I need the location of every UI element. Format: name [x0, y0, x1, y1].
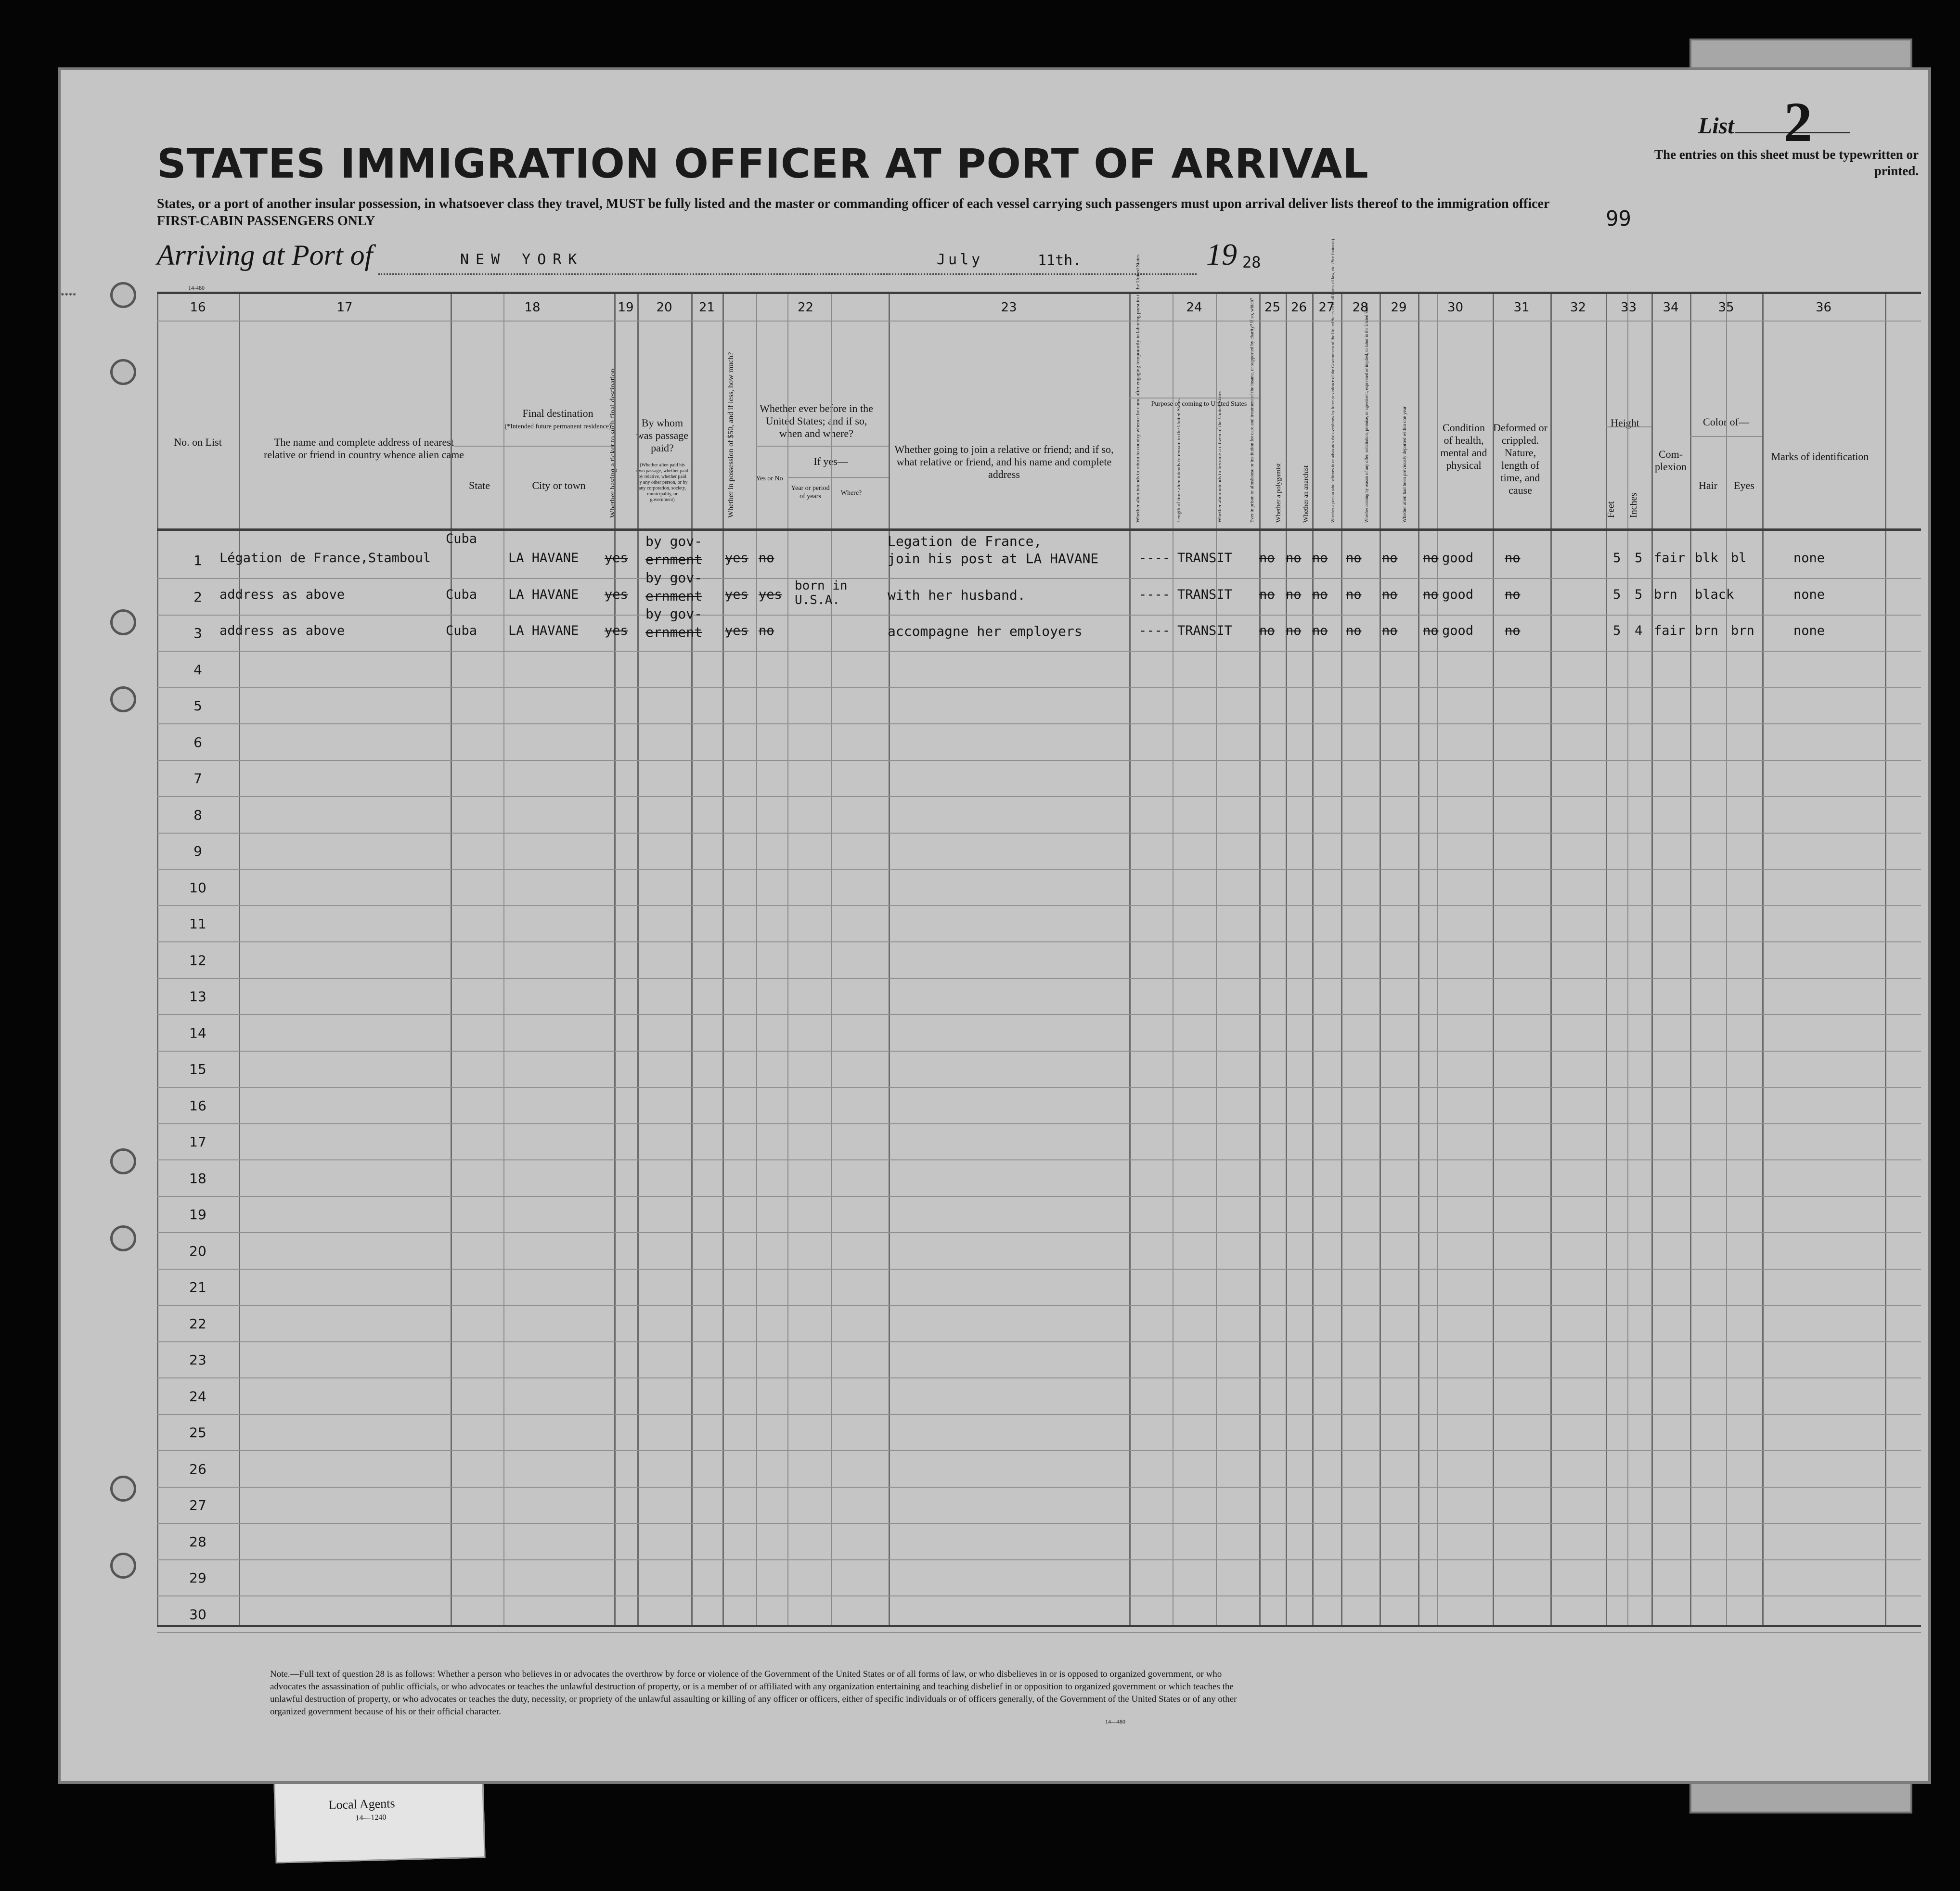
cell-marks: none	[1793, 551, 1825, 566]
column-number: 28	[1352, 300, 1368, 315]
binding-hole-icon	[110, 1476, 136, 1502]
binding-hole-icon	[110, 609, 136, 635]
cell-hair: brn	[1695, 623, 1718, 638]
column-number: 25	[1264, 300, 1281, 315]
header-purpose-length: Length of time alien intends to remain in the United States	[1176, 399, 1182, 523]
subheader-rule	[454, 446, 614, 447]
header-by-whom-note: (Whether alien paid his own passage, whether paid by relative, whether paid by any other person, or by any corporation, society, municipality, or government)	[636, 463, 688, 502]
cell-paid: by gov-	[645, 606, 703, 622]
column-rule	[1493, 292, 1494, 1625]
cell-city: LA HAVANE	[508, 623, 579, 638]
manifest-header	[61, 70, 1928, 292]
header-eyes: Eyes	[1734, 479, 1754, 491]
cell-eyes: bl	[1731, 551, 1747, 566]
cell-purpose-length: TRANSIT	[1177, 551, 1232, 566]
date-day: 11th.	[1038, 252, 1082, 269]
column-number: 27	[1318, 300, 1335, 315]
column-rule	[1129, 292, 1131, 1625]
header-purpose-return: Whether alien intends to return to country whence he came after engaging temporarily in laboring pursuits in the United States	[1135, 254, 1141, 523]
cell-joining: join his post at LA HAVANE	[888, 551, 1099, 566]
cell-complexion: fair	[1654, 551, 1686, 566]
header-col25: Ever in prison or almshouse or institution for care and treatment of the insane, or supported by charity? If so, which?	[1250, 297, 1255, 523]
cell-purpose-length: TRANSIT	[1177, 587, 1232, 602]
colnum-rule	[157, 321, 1921, 322]
list-number: 2	[1784, 90, 1812, 154]
column-rule	[889, 292, 890, 1625]
column-rule	[1259, 292, 1261, 1625]
table-row	[157, 869, 1921, 870]
header-inches: Inches	[1628, 492, 1639, 518]
cell-has-50: yes	[725, 587, 748, 602]
header-purpose: Purpose of coming to United States	[1151, 400, 1247, 408]
table-row	[157, 1414, 1921, 1415]
row-number: 3	[193, 625, 202, 641]
row-number: 10	[189, 879, 206, 896]
table-row	[157, 1595, 1921, 1596]
table-row	[157, 1377, 1921, 1378]
column-rule	[1627, 292, 1628, 1625]
cell-col25: no	[1259, 551, 1275, 566]
cell-joining: Legation de France,	[888, 533, 1042, 549]
header-anarchist: Whether an anarchist	[1302, 465, 1310, 523]
table-row	[157, 1450, 1921, 1451]
cell-relative: address as above	[219, 623, 345, 638]
binding-hole-icon	[110, 686, 136, 712]
cell-marks: none	[1793, 623, 1825, 638]
column-rule	[1762, 292, 1764, 1625]
year-suffix: 28	[1242, 253, 1261, 271]
cell-paid: ernment	[645, 552, 703, 567]
cell-paid: by gov-	[645, 533, 703, 549]
header-if-yes: If yes—	[813, 455, 848, 467]
column-number: 35	[1718, 300, 1734, 315]
cell-paid: ernment	[645, 624, 703, 640]
cell-hair: black	[1695, 587, 1734, 602]
column-number: 36	[1815, 300, 1832, 315]
cell-col25: no	[1259, 587, 1275, 602]
header-color-of: Color of—	[1703, 416, 1749, 428]
cell-paid: ernment	[645, 588, 703, 604]
column-number: 19	[618, 300, 634, 315]
header-feet: Feet	[1606, 501, 1616, 518]
list-label: List	[1698, 113, 1734, 139]
cell-complexion: brn	[1654, 587, 1677, 602]
header-col30: Whether alien had been previously deported within one year	[1402, 406, 1407, 523]
cell-before: no	[759, 623, 774, 638]
table-row	[157, 905, 1921, 906]
row-number: 28	[189, 1533, 206, 1550]
table-row	[157, 1632, 1921, 1633]
footnote-code: 14—480	[1105, 1718, 1125, 1725]
cell-inches: 5	[1635, 587, 1643, 602]
table-row	[157, 833, 1921, 834]
cell-paid: by gov-	[645, 569, 703, 586]
cell-col28: no	[1346, 587, 1362, 602]
table-row	[157, 1159, 1921, 1160]
header-by-whom-paid: By whom was passage paid?	[636, 417, 689, 454]
column-rule	[722, 292, 724, 1625]
column-rule	[1286, 292, 1287, 1625]
cell-anarchist: no	[1312, 551, 1328, 566]
column-rule	[1418, 292, 1419, 1625]
cell-ticket: yes	[605, 587, 628, 602]
row-number: 6	[193, 734, 202, 750]
instructions-text: States, or a port of another insular possession, in whatsoever class they travel, MUST be fully listed and the master or commanding officer of each vessel carrying such passengers must upon arrival deliver lists thereof to the immigration officer	[157, 196, 1550, 211]
table-row	[157, 723, 1921, 724]
table-row	[157, 1341, 1921, 1342]
column-rule	[1550, 292, 1552, 1625]
column-rule	[451, 292, 452, 1625]
header-final-destination: Final destination	[522, 407, 593, 419]
column-rule	[503, 292, 504, 1625]
row-number: 9	[193, 843, 202, 859]
table-row	[157, 651, 1921, 652]
cell-purpose-return: ----	[1139, 551, 1171, 566]
table-bottom-rule	[157, 1625, 1921, 1627]
table-row	[157, 1087, 1921, 1088]
cell-state: Cuba	[446, 623, 477, 638]
column-rule	[756, 292, 757, 1625]
table-row	[157, 1269, 1921, 1270]
row-number: 5	[193, 698, 202, 714]
table-row	[157, 796, 1921, 797]
header-purpose-citizen: Whether alien intends to become a citizen of the United States	[1217, 390, 1223, 523]
cell-anarchist: no	[1312, 623, 1328, 638]
column-rule	[614, 292, 616, 1625]
typewritten-note: The entries on this sheet must be typewritten or printed.	[1654, 147, 1919, 178]
row-number: 2	[193, 589, 202, 605]
row-number: 15	[189, 1061, 206, 1077]
cell-purpose-return: ----	[1139, 623, 1171, 638]
cell-col28: no	[1346, 623, 1362, 638]
row-number: 29	[189, 1570, 206, 1586]
row-number: 19	[189, 1207, 206, 1222]
binding-hole-icon	[110, 359, 136, 385]
cell-feet: 5	[1613, 551, 1621, 566]
column-number: 32	[1570, 300, 1586, 315]
table-row	[157, 1487, 1921, 1488]
table-row	[157, 1123, 1921, 1124]
table-row	[157, 615, 1921, 616]
footnote: Note.—Full text of question 28 is as follows: Whether a person who believes in or advocates the overthrow by force or violence of the Government of the United States or of all forms of law, or who disbelieves in or is opposed to organized government, or who advocates the assassination of public officials, or who advocates or teaches the unlawful destruction of property, or is a member of or affiliated with any organization entertaining and teaching disbelief in or opposition to organized government or which teaches the unlawful destruction of property, or who advocates or teaches the duty, necessity, or propriety of the unlawful assaulting or killing of any officer or officers, either of specific individuals or of officers generally, of the Government of the United States or of any other organized government because of his or their official character.	[270, 1669, 1237, 1717]
column-rule	[1437, 292, 1438, 1625]
column-number: 20	[656, 300, 672, 315]
cell-has-50: yes	[725, 623, 748, 638]
header-height: Height	[1611, 417, 1639, 429]
port-dotline	[378, 273, 922, 275]
column-rule	[1651, 292, 1653, 1625]
cell-before: no	[759, 551, 774, 566]
manifest-table: No. on List The name and complete address of nearest relative or friend in country whence alien came Final destination (*Intended future permanent residence) State City or town Whether having a ticket to such final destination By whom was passage paid? (Whether alien paid his own passage, whether paid by relative, whether paid by any other person, or by any corporation, society, municipality, or government) Whether in possession of $50, and if less, how much? Whether ever before in the United States; and if so, when and where? Yes or No If yes— Year or period of years Where? Whether going to join a relative or friend; and if so, what relative or friend, and his name and complete address Purpose of coming to United States Whether alien intends to return to country whence he came after engaging temporarily in laboring pursuits in the United States Length of time alien intends to remain in the United States Whether alien intends to become a citizen of the United States Ever in prison or almshouse or institution for care and treatment of the insane, or supported by charity? If so, which? Whether a polygamist Whether an anarchist Whether a person who believes in or advocates the overthrow by force or violence of the Government of the United States or of all forms of law, etc. (See footnote) Whether coming by reason of any offer, solicitation, promise, or agreement, expressed or implied, to labor in the United States Whether alien had been previously deported within one year Condition of health, mental and physical Deformed or crippled. Nature, length of time, and cause Height Feet Inches Com-plexion ** Color of— ** Hair Eyes Marks of identification 16 17 18 19 20 21 22 23 24 25 26 27 28 29 30 31 32 33 34 35 36 1 2 3 4 5 6 7 8 9 10 11 12 13 14 15 16 17 18 19 20 21 22 23 24 25 26 27 28 29 30 Légation de France,Stamboul Cuba LA HAVANE yes yes no ---- TRANSIT no no no no no no good no 5 5 fair blk bl none by gov- ernment Legation de France, join his post at LA HAVANE address as above Cuba LA HAVANE yes yes yes ---- TRANSIT no no no no no no good no 5 5 brn black none by gov- ernment born in U.S.A. with her husband. address as above Cuba LA HAVANE yes yes no ---- TRANSIT no no no no no no good no 5 4 fair brn brn none by gov- ernment accompagne her employers	[61, 292, 1928, 1625]
year-prefix: 19	[1206, 237, 1237, 271]
column-rule	[1312, 292, 1314, 1625]
cell-ticket: yes	[605, 551, 628, 566]
column-number: 21	[698, 300, 715, 315]
page-number: 99	[1606, 206, 1631, 231]
cell-col30: no	[1423, 623, 1439, 638]
column-rule	[239, 292, 240, 1625]
cell-health: good	[1442, 587, 1474, 602]
cell-polygamist: no	[1286, 551, 1302, 566]
cell-anarchist: no	[1312, 587, 1328, 602]
subheader-rule	[1129, 398, 1259, 399]
table-row	[157, 1305, 1921, 1306]
cell-eyes: brn	[1731, 623, 1754, 638]
subheader-rule	[1606, 426, 1651, 427]
column-rule	[1690, 292, 1691, 1625]
binding-hole-icon	[110, 282, 136, 308]
column-number: 16	[190, 300, 206, 315]
date-month: July	[937, 251, 983, 268]
cell-has-50: yes	[725, 551, 748, 566]
table-row	[157, 1559, 1921, 1560]
binding-hole-icon	[110, 1553, 136, 1579]
table-row	[157, 1232, 1921, 1233]
row-number: 25	[189, 1425, 206, 1441]
column-number: 30	[1447, 300, 1464, 315]
cell-polygamist: no	[1286, 587, 1302, 602]
header-hair: Hair	[1698, 479, 1718, 491]
table-row	[157, 760, 1921, 761]
cell-polygamist: no	[1286, 623, 1302, 638]
cell-feet: 5	[1613, 623, 1621, 638]
row-number: 26	[189, 1461, 206, 1477]
cell-before-where: born in U.S.A.	[795, 578, 848, 607]
column-rule	[831, 292, 832, 1625]
cell-deformed: no	[1505, 551, 1521, 566]
row-number: 27	[189, 1497, 206, 1513]
binding-hole-icon	[110, 1225, 136, 1251]
header-state: State	[469, 479, 490, 491]
row-number: 4	[193, 661, 202, 678]
row-number: 8	[193, 807, 202, 823]
row-number: 22	[189, 1315, 206, 1332]
column-rule	[1380, 292, 1381, 1625]
header-health: Condition of health, mental and physical	[1440, 422, 1487, 471]
header-nearest-relative: The name and complete address of nearest relative or friend in country whence alien came	[264, 436, 464, 461]
table-row	[157, 1196, 1921, 1197]
header-no-on-list: No. on List	[174, 436, 222, 448]
form-code: 14-480	[188, 284, 205, 291]
header-city: City or town	[532, 479, 586, 491]
table-row	[157, 941, 1921, 942]
row-number: 13	[189, 989, 206, 1004]
row-number: 24	[189, 1388, 206, 1404]
column-number: 29	[1391, 300, 1407, 315]
row-number: 17	[189, 1134, 206, 1150]
row-number: 21	[189, 1279, 206, 1295]
row-number: 11	[189, 916, 206, 932]
column-number: 33	[1620, 300, 1637, 315]
header-marks: Marks of identification	[1771, 450, 1869, 463]
tag-label: Local Agents	[328, 1796, 395, 1812]
column-number: 31	[1513, 300, 1530, 315]
column-number: 22	[797, 300, 814, 315]
row-number: 23	[189, 1352, 206, 1368]
manifest-sheet	[58, 67, 1931, 1784]
cell-col30: no	[1423, 551, 1439, 566]
cell-col29: no	[1382, 587, 1398, 602]
column-number: 34	[1663, 300, 1679, 315]
column-rule	[1885, 292, 1886, 1625]
cell-deformed: no	[1505, 623, 1521, 638]
table-row	[157, 578, 1921, 579]
cell-inches: 4	[1635, 623, 1643, 638]
arriving-label: Arriving at Port of	[157, 239, 373, 271]
cell-col29: no	[1382, 551, 1398, 566]
row-number: 16	[189, 1097, 206, 1114]
cell-marks: none	[1793, 587, 1825, 602]
header-final-destination-note: (*Intended future permanent residence)	[504, 423, 611, 430]
column-rule	[1341, 292, 1342, 1625]
cell-before: yes	[759, 587, 782, 602]
column-number: 24	[1186, 300, 1202, 315]
cell-joining: accompagne her employers	[888, 623, 1083, 639]
column-rule	[1726, 292, 1727, 1625]
header-ticket: Whether having a ticket to such final destination	[609, 368, 617, 518]
header-ever-before: Whether ever before in the United States; and if so, when and where?	[760, 402, 873, 439]
header-joining: Whether going to join a relative or friend; and if so, what relative or friend, and his name and complete address	[894, 443, 1114, 480]
header-top-rule	[157, 292, 1921, 294]
cell-col30: no	[1423, 587, 1439, 602]
cell-col28: no	[1346, 551, 1362, 566]
cell-purpose-length: TRANSIT	[1177, 623, 1232, 638]
port-value: NEW YORK	[460, 251, 584, 268]
column-rule	[637, 292, 639, 1625]
binding-hole-icon	[110, 1148, 136, 1174]
column-rule	[787, 292, 788, 1625]
cell-col25: no	[1259, 623, 1275, 638]
class-label: FIRST-CABIN PASSENGERS ONLY	[157, 214, 375, 229]
header-possession-50: Whether in possession of $50, and if less, how much?	[727, 352, 735, 518]
header-yes-or-no: Yes or No	[756, 475, 783, 482]
row-number: 1	[193, 553, 202, 568]
cell-deformed: no	[1505, 587, 1521, 602]
header-bottom-rule	[157, 528, 1921, 531]
column-rule	[1216, 292, 1217, 1625]
subheader-rule	[787, 477, 889, 478]
cell-ticket: yes	[605, 623, 628, 638]
table-row	[157, 978, 1921, 979]
cell-complexion: fair	[1654, 623, 1686, 638]
cell-state: Cuba	[446, 531, 477, 546]
row-number: 7	[193, 771, 202, 786]
column-number: 18	[524, 300, 541, 315]
subheader-rule	[756, 446, 889, 447]
row-number: 20	[189, 1243, 206, 1259]
column-number: 23	[1001, 300, 1017, 315]
row-number: 12	[189, 952, 206, 968]
page-title: STATES IMMIGRATION OFFICER AT PORT OF ARRIVAL	[157, 140, 1369, 187]
header-col28: Whether a person who believes in or advocates the overthrow by force or violence of the Government of the United States or of all forms of law, etc. (See footnote)	[1330, 239, 1335, 523]
header-polygamist: Whether a polygamist	[1275, 463, 1282, 523]
column-rule	[1606, 292, 1607, 1625]
cell-health: good	[1442, 551, 1474, 566]
header-where: Where?	[840, 489, 862, 497]
table-row	[157, 1014, 1921, 1015]
column-number: 26	[1290, 300, 1307, 315]
cell-feet: 5	[1613, 587, 1621, 602]
header-year-period: Year or period of years	[791, 485, 830, 500]
table-row	[157, 687, 1921, 688]
cell-relative: address as above	[219, 587, 345, 602]
row-number: 14	[189, 1025, 206, 1041]
column-number: 17	[336, 300, 353, 315]
table-row	[157, 1051, 1921, 1052]
cell-joining: with her husband.	[888, 587, 1026, 603]
cell-hair: blk	[1695, 551, 1718, 566]
cell-health: good	[1442, 623, 1474, 638]
date-dotline	[889, 273, 1197, 275]
tag-code: 14—1240	[355, 1813, 387, 1823]
cell-city: LA HAVANE	[508, 587, 579, 602]
header-deformed: Deformed or crippled. Nature, length of time, and cause	[1493, 422, 1547, 496]
cell-relative: Légation de France,Stamboul	[219, 551, 431, 566]
cell-purpose-return: ----	[1139, 587, 1171, 602]
subheader-rule	[1690, 436, 1762, 437]
table-row	[157, 1523, 1921, 1524]
cell-col29: no	[1382, 623, 1398, 638]
row-number: 30	[189, 1606, 206, 1622]
cell-inches: 5	[1635, 551, 1643, 566]
header-col29: Whether coming by reason of any offer, solicitation, promise, or agreement, expressed or implied, to labor in the United States	[1364, 303, 1369, 523]
row-number: 18	[189, 1170, 206, 1186]
cell-city: LA HAVANE	[508, 551, 579, 566]
column-rule	[691, 292, 693, 1625]
header-complexion: Com-plexion	[1655, 448, 1687, 473]
cell-state: Cuba	[446, 587, 477, 602]
